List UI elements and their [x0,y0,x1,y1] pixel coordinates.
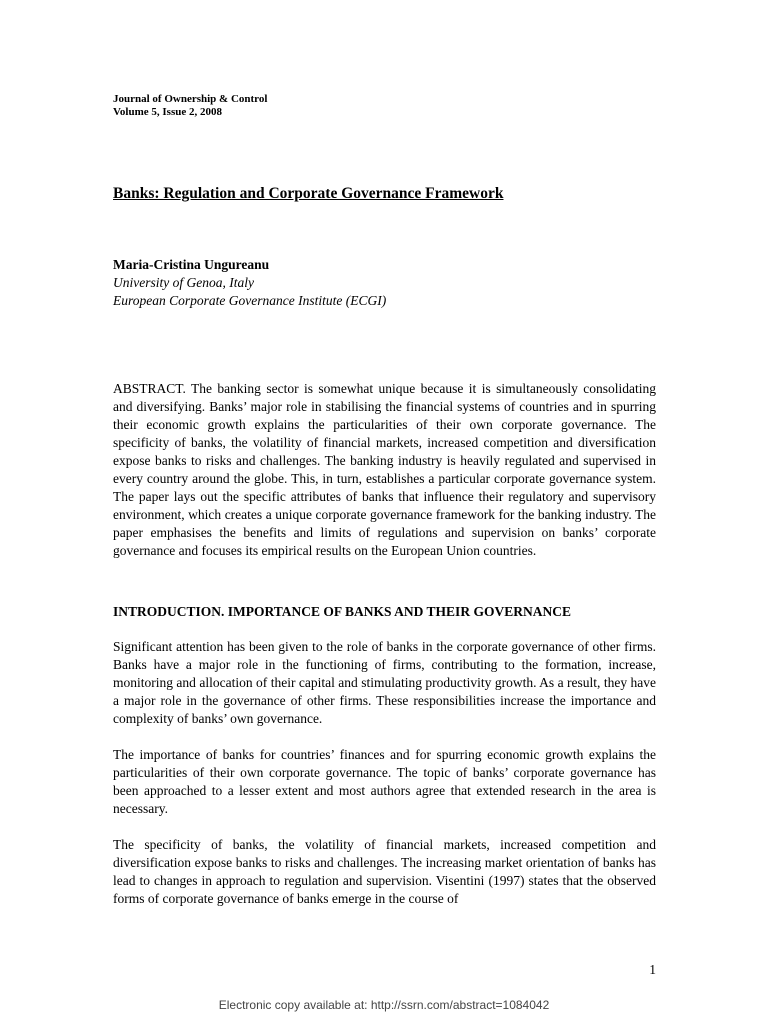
journal-name: Journal of Ownership & Control [113,93,268,105]
abstract-paragraph: ABSTRACT. The banking sector is somewhat unique because it is simultaneously consolidating and diversifying. Banks’ major role in stabilising the financial systems of countries and in spurring their economic growth explains the particularities of their own corporate governance. The specificity of banks, the volatility of financial markets, increased competition and diversification expose banks to risks and challenges. The banking industry is heavily regulated and supervised in every country around the globe. This, in turn, establishes a particular corporate governance system. The paper lays out the specific attributes of banks that influence their regulatory and supervisory environment, which creates a unique corporate governance framework for the banking industry. The paper emphasises the benefits and limits of regulations and supervision on banks’ corporate governance and focuses its empirical results on the European Union countries. [113,381,656,558]
affiliation-university: University of Genoa, Italy [113,275,254,290]
page-number: 1 [649,962,656,977]
author-block [113,256,386,310]
journal-issue: Volume 5, Issue 2, 2008 [113,106,222,118]
body-paragraph: The importance of banks for countries’ finances and for spurring economic growth explains the particularities of their own corporate governance. The topic of banks’ corporate governance has been approached to a lesser extent and most authors agree that extended research in the area is necessary. [113,747,656,816]
section-heading: INTRODUCTION. IMPORTANCE OF BANKS AND THEIR GOVERNANCE [113,604,571,619]
journal-header [113,93,267,119]
author-name: Maria-Cristina Ungureanu [113,257,270,272]
body-paragraph: Significant attention has been given to the role of banks in the corporate governance of other firms. Banks have a major role in the functioning of firms, contributing to the formation, increase, monitoring and allocation of their capital and stimulating productivity growth. As a result, they have a major role in the governance of other firms. These responsibilities increase the importance and complexity of banks’ own governance. [113,639,656,726]
paper-page [113,0,656,1024]
affiliation-institute: European Corporate Governance Institute (ECGI) [113,293,387,308]
body-paragraph: The specificity of banks, the volatility of financial markets, increased competition and diversification expose banks to risks and challenges. The increasing market orientation of banks has lead to changes in approach to regulation and supervision. Visentini (1997) states that the observed forms of corporate governance of banks emerge in the course of [113,837,656,906]
paper-title: Banks: Regulation and Corporate Governance Framework [113,185,504,202]
ssrn-footer-notice: Electronic copy available at: http://ssrn.com/abstract=1084042 [218,998,550,1012]
